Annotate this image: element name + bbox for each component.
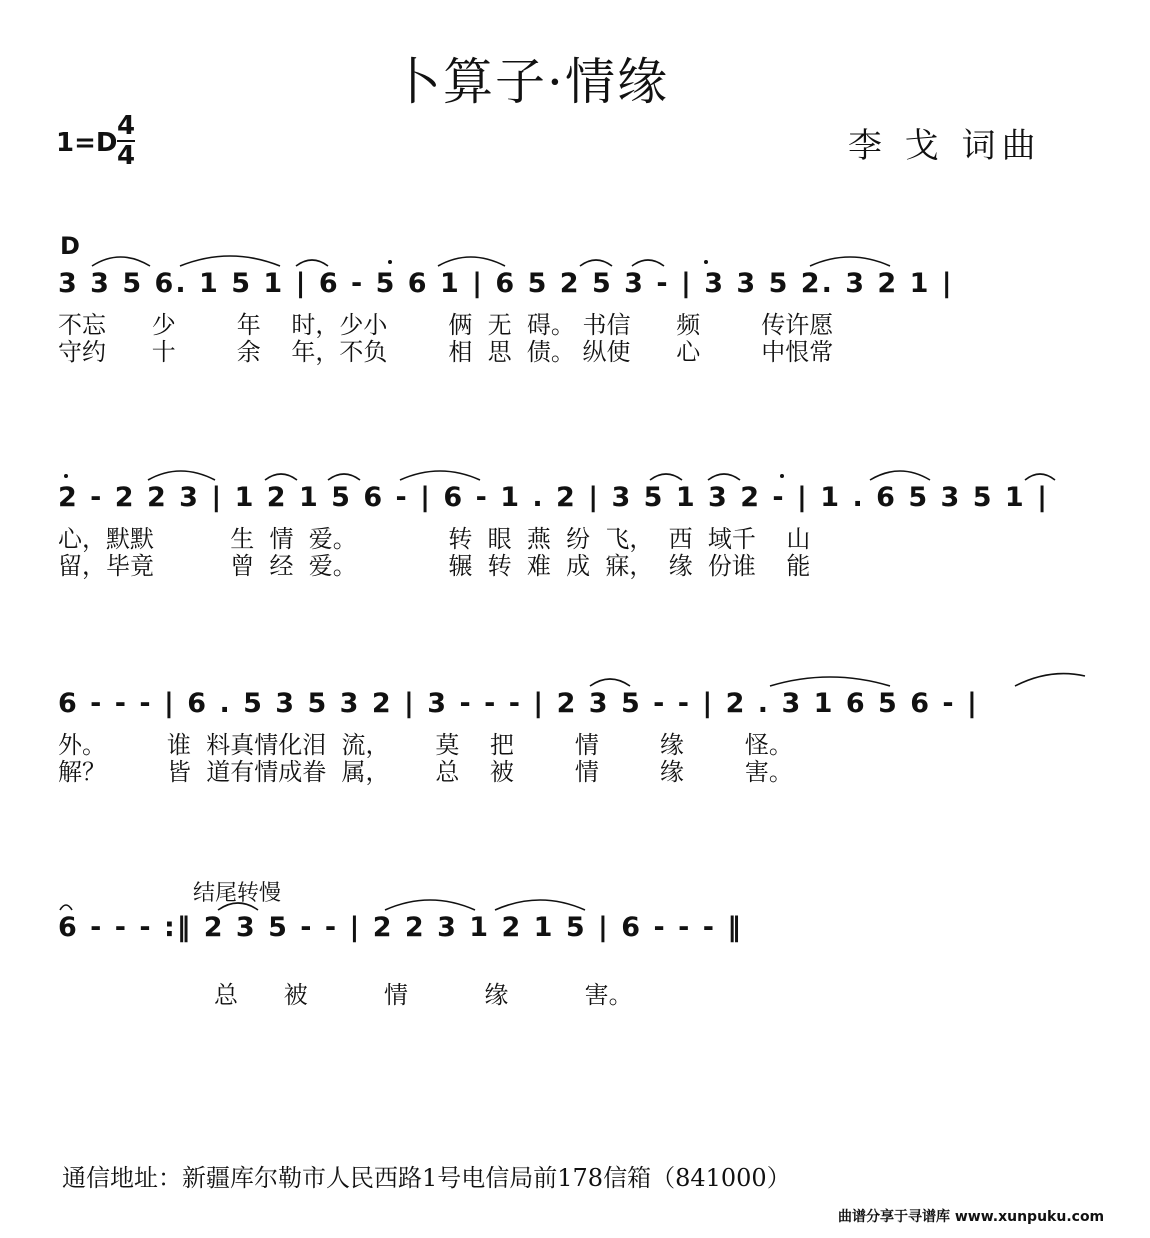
slur (148, 471, 215, 480)
slur (328, 474, 360, 480)
lyrics-line-1-verse-2: 守约 十 余 年，不负 相 思 债。 纵使 心 中恨常 (58, 338, 834, 366)
slur (438, 257, 505, 266)
slur (810, 257, 890, 266)
slur (60, 905, 72, 910)
notation-line-1: 3 3 5 6. 1 5 1 | 6 - 5 6 1 | 6 5 2 5 3 - | 3 3 5 2. 3 2 1 | (58, 268, 954, 299)
lyrics-line-3-verse-2: 解？ 皆 道有情成眷 属， 总 被 情 缘 害。 (58, 758, 793, 786)
slur (632, 260, 664, 266)
slur (92, 257, 150, 266)
tempo-marking: 结尾转慢 (193, 881, 282, 906)
slur (218, 903, 258, 910)
slur (385, 900, 475, 910)
fermata-dot (780, 474, 784, 478)
slur (870, 471, 930, 480)
slur (580, 260, 612, 266)
slur (180, 256, 280, 266)
source-credit: 曲谱分享于寻谱库 www.xunpuku.com (838, 1209, 1105, 1225)
lyrics-line-2-verse-2: 留，毕竟 曾 经 爱。 辗 转 难 成 寐， 缘 份谁 能 (58, 552, 811, 580)
slur (296, 260, 328, 266)
slur (590, 679, 630, 686)
lyrics-line-4: 总 被 情 缘 害。 (214, 981, 633, 1009)
slur (495, 900, 585, 910)
key-signature: 1=D (56, 128, 118, 158)
fermata-dot (704, 260, 708, 264)
slur (400, 471, 480, 480)
lyrics-line-3-verse-1: 外。 谁 料真情化泪 流， 莫 把 情 缘 怪。 (58, 731, 793, 759)
slur (650, 474, 682, 480)
composer-credit: 李 戈 词曲 (848, 126, 1042, 166)
slur (708, 474, 740, 480)
slur (265, 474, 297, 480)
song-title: 卜算子·情缘 (391, 53, 669, 111)
notation-line-3: 6 - - - | 6 . 5 3 5 3 2 | 3 - - - | 2 3 5 - - | 2 . 3 1 6 5 6 - | (58, 688, 979, 719)
notation-line-4: 6 - - - :‖ 2 3 5 - - | 2 2 3 1 2 1 5 | 6 - - - ‖ (58, 912, 743, 943)
mailing-address: 通信地址：新疆库尔勒市人民西路1号电信局前178信箱（841000） (62, 1164, 791, 1192)
slur (1025, 474, 1055, 480)
fermata-dot (64, 474, 68, 478)
fermata-dot (388, 260, 392, 264)
slur (770, 677, 890, 686)
lyrics-line-2-verse-1: 心，默默 生 情 爱。 转 眼 燕 纷 飞， 西 域千 山 (58, 525, 811, 553)
lyrics-line-1-verse-1: 不忘 少 年 时，少小 俩 无 碍。 书信 频 传许愿 (58, 311, 834, 339)
slur (1015, 674, 1085, 686)
time-signature-top: 4 (116, 111, 136, 141)
time-signature-bottom: 4 (116, 141, 136, 171)
chord-symbol: D (60, 232, 80, 260)
notation-line-2: 2 - 2 2 3 | 1 2 1 5 6 - | 6 - 1 . 2 | 3 5 1 3 2 - | 1 . 6 5 3 5 1 | (58, 482, 1049, 513)
